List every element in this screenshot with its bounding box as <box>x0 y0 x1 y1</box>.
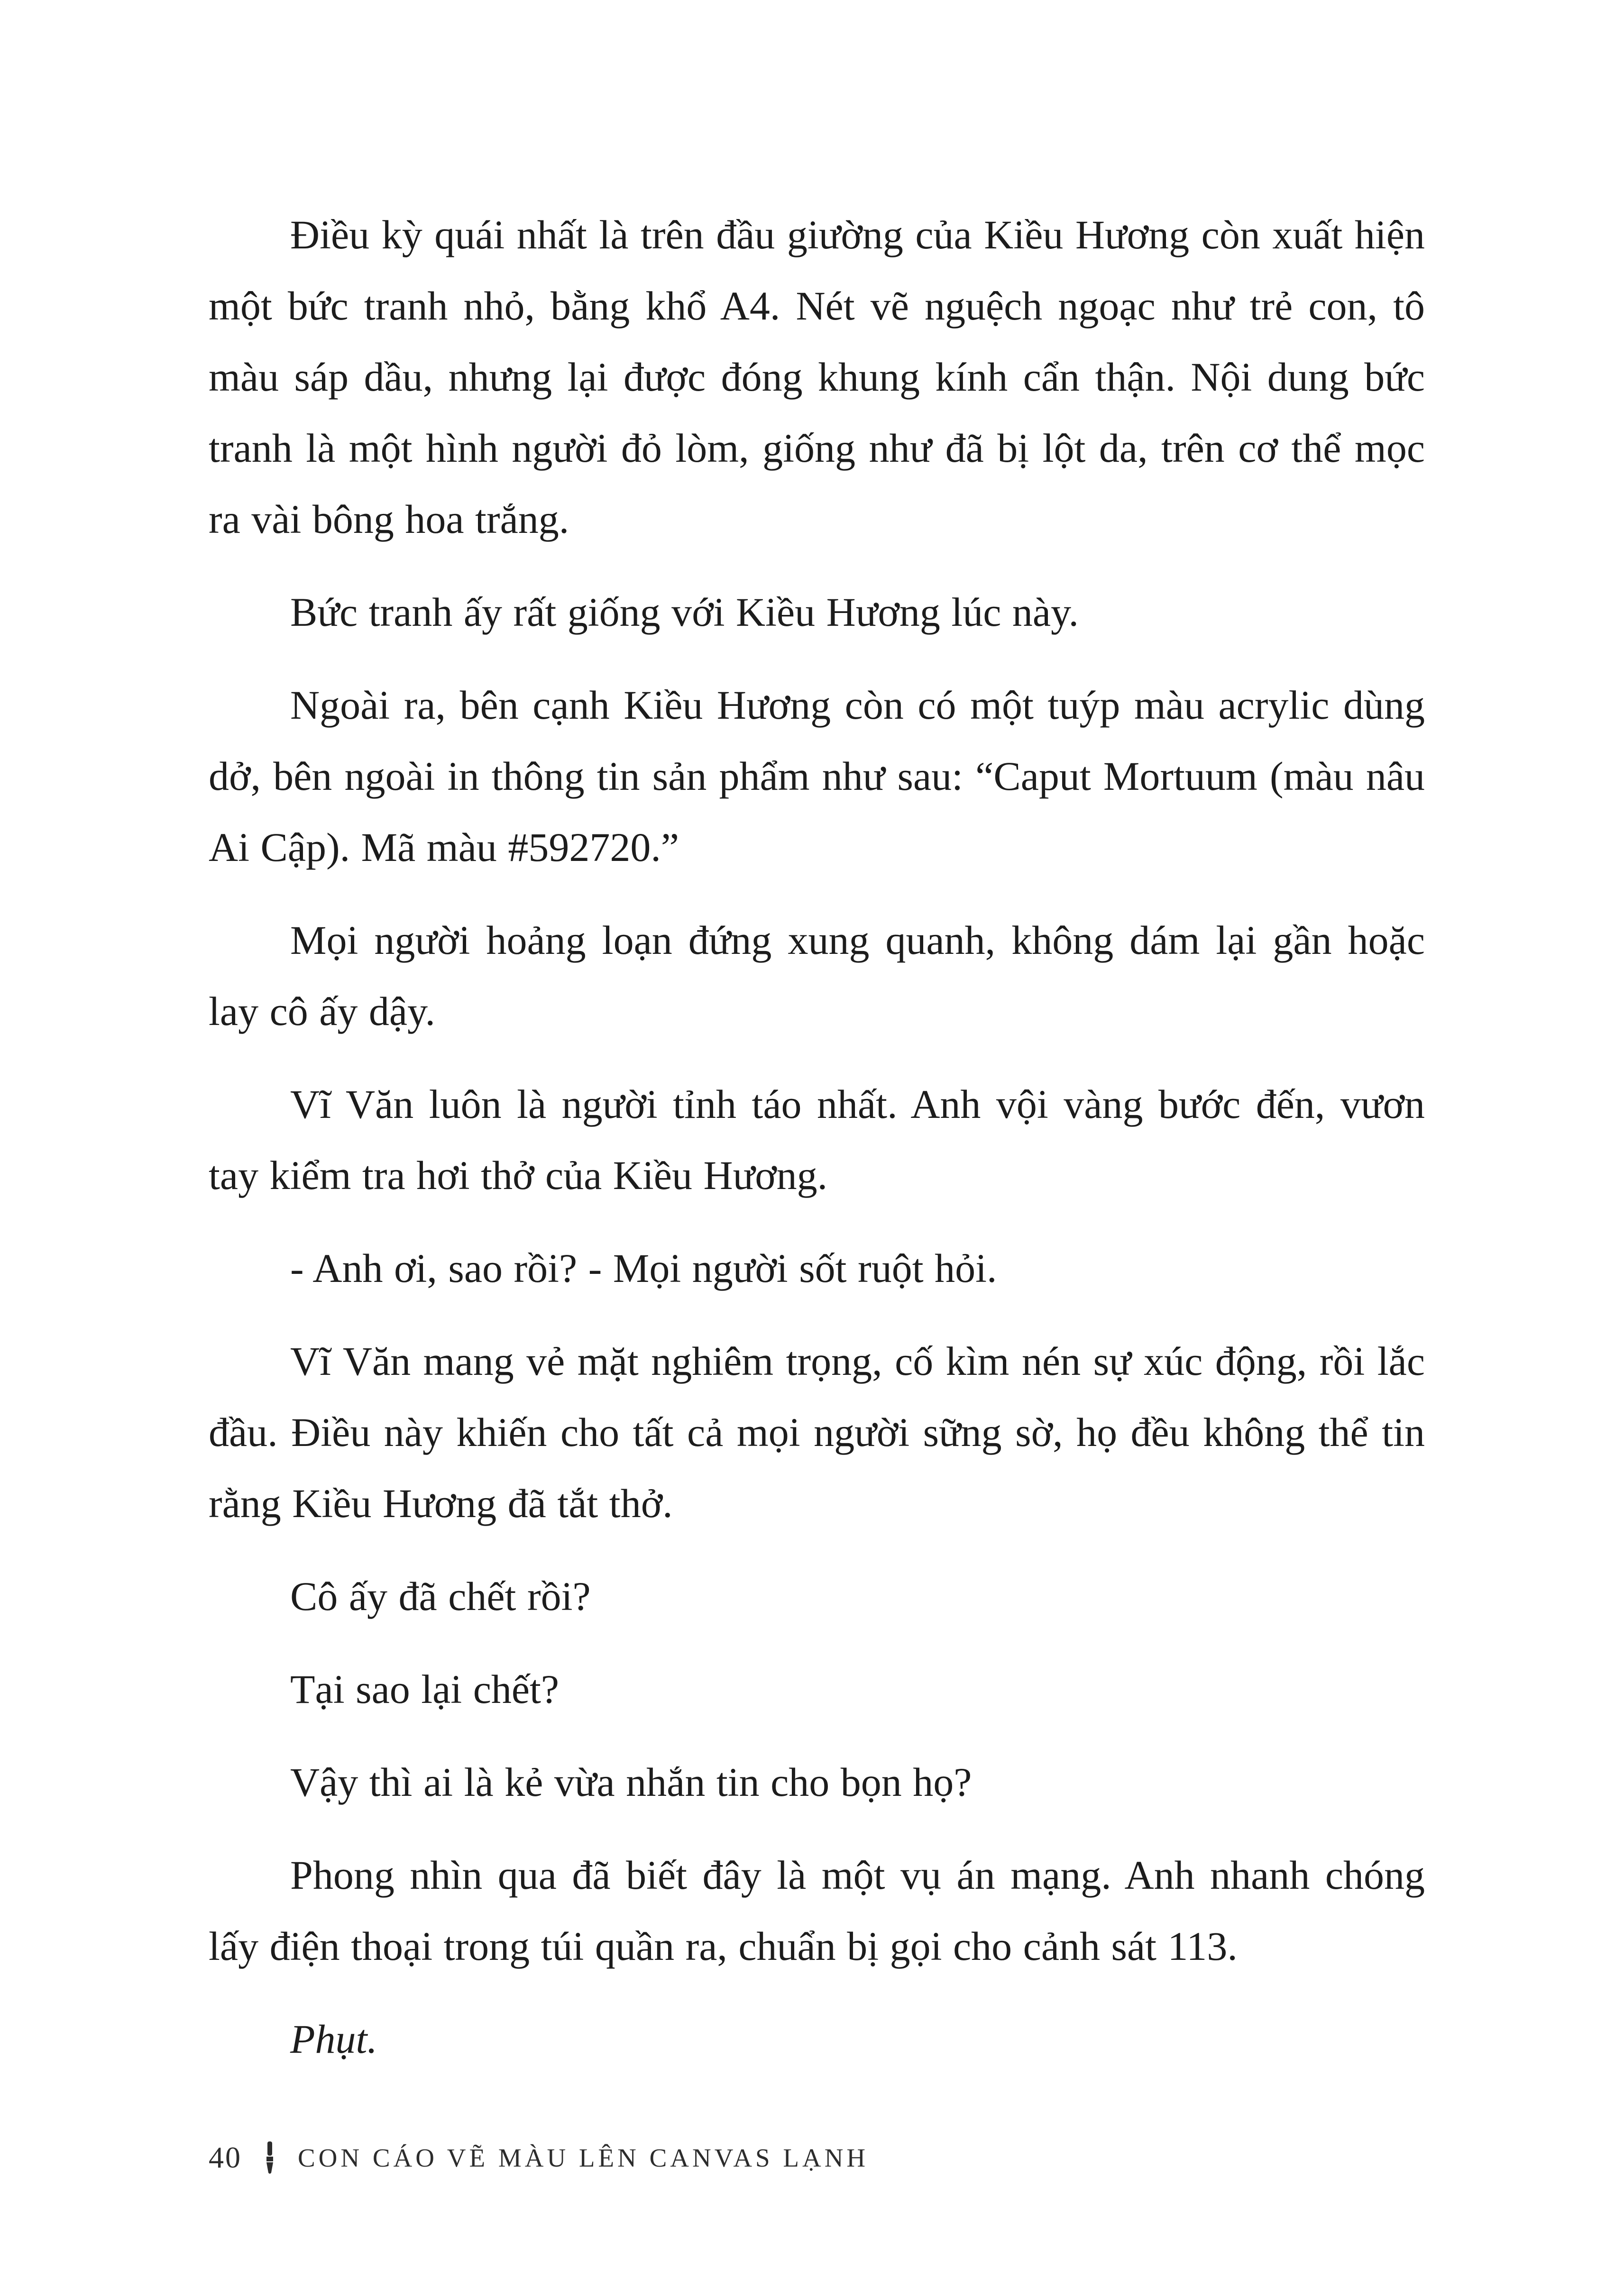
paragraph: Phong nhìn qua đã biết đây là một vụ án mạng. Anh nhanh chóng lấy điện thoại trong túi quần ra, chuẩn bị gọi cho cảnh sát 113. <box>209 1852 1425 1969</box>
paragraph: Điều kỳ quái nhất là trên đầu giường của Kiều Hương còn xuất hiện một bức tranh nhỏ, bằng khổ A4. Nét vẽ nguệch ngoạc như trẻ con, tô màu sáp dầu, nhưng lại được đóng khung kính cẩn thận. Nội dung bức tranh là một hình người đỏ lòm, giống như đã bị lột da, trên cơ thể mọc ra vài bông hoa trắng. <box>209 212 1425 542</box>
paragraph: Phụt. <box>290 2016 377 2062</box>
paragraph: Vĩ Văn luôn là người tỉnh táo nhất. Anh vội vàng bước đến, vươn tay kiểm tra hơi thở của Kiều Hương. <box>209 1081 1425 1198</box>
paintbrush-icon <box>262 2140 278 2175</box>
paragraph: Bức tranh ấy rất giống với Kiều Hương lúc này. <box>290 589 1079 635</box>
paragraph: Cô ấy đã chết rồi? <box>290 1573 591 1619</box>
paragraph: Vậy thì ai là kẻ vừa nhắn tin cho bọn họ? <box>290 1759 972 1805</box>
page-footer <box>209 2140 869 2175</box>
paragraph: Vĩ Văn mang vẻ mặt nghiêm trọng, cố kìm nén sự xúc động, rồi lắc đầu. Điều này khiến cho tất cả mọi người sững sờ, họ đều không thể tin rằng Kiều Hương đã tắt thở. <box>209 1338 1425 1526</box>
paragraph: Tại sao lại chết? <box>290 1666 560 1712</box>
paragraph: - Anh ơi, sao rồi? - Mọi người sốt ruột hỏi. <box>290 1245 997 1291</box>
paragraph: Ngoài ra, bên cạnh Kiều Hương còn có một tuýp màu acrylic dùng dở, bên ngoài in thông tin sản phẩm như sau: “Caput Mortuum (màu nâu Ai Cập). Mã màu #592720.” <box>209 682 1425 870</box>
page-number: 40 <box>209 2140 242 2174</box>
book-title: CON CÁO VẼ MÀU LÊN CANVAS LẠNH <box>298 2143 869 2172</box>
body-text <box>209 199 1425 2096</box>
paragraph: Mọi người hoảng loạn đứng xung quanh, không dám lại gần hoặc lay cô ấy dậy. <box>209 917 1425 1034</box>
